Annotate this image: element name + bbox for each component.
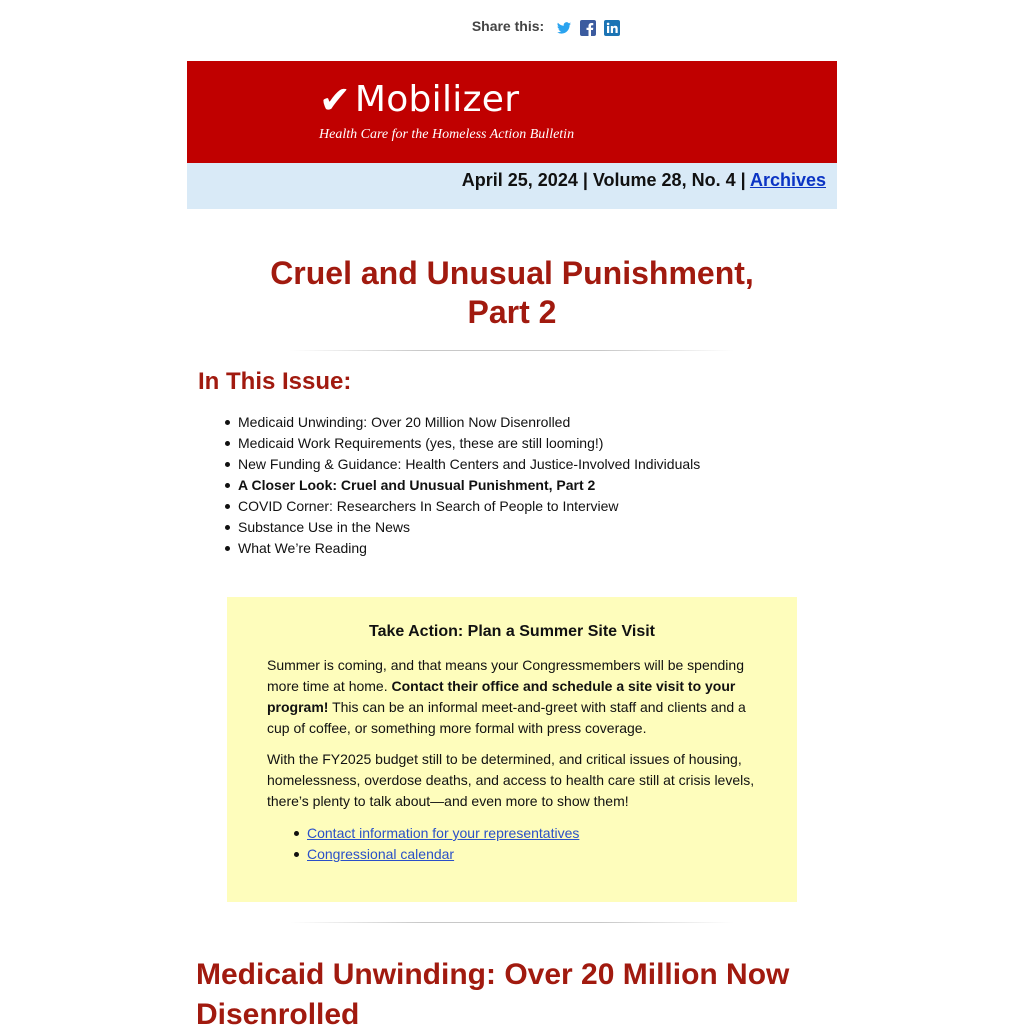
dateline-text	[462, 170, 826, 191]
logo-name: Mobilizer	[354, 79, 520, 120]
para1-text-b: This can be an informal meet-and-greet with staff and clients and a cup of coffee, or something more formal with press coverage.	[267, 699, 746, 736]
list-item	[307, 844, 579, 865]
linkedin-icon[interactable]	[604, 20, 620, 36]
para1-text-a: Summer is coming, and that means your Congressmembers will be spending more time at home.	[267, 657, 744, 694]
list-item	[307, 823, 579, 844]
issue-title	[187, 254, 837, 332]
take-action-title: Take Action: Plan a Summer Site Visit	[368, 623, 655, 640]
dateline-bar	[187, 163, 837, 209]
checkmark-icon: ✔	[319, 78, 351, 122]
issue-date-volume: April 25, 2024 | Volume 28, No. 4 |	[461, 170, 750, 190]
logo-tagline: Health Care for the Homeless Action Bulletin	[319, 127, 575, 142]
take-action-box	[227, 597, 797, 902]
take-action-links	[307, 823, 579, 865]
take-action-paragraph-1	[267, 655, 761, 739]
article-heading: Medicaid Unwinding: Over 20 Million Now Disenrolled	[196, 958, 790, 1031]
share-label: Share this:	[471, 18, 545, 34]
toc-item: COVID Corner: Researchers In Search of People to Interview	[238, 496, 700, 517]
representatives-contact-link[interactable]: Contact information for your representatives	[307, 825, 580, 841]
share-bar	[0, 18, 1024, 34]
toc-item: Medicaid Work Requirements (yes, these are still looming!)	[238, 433, 700, 454]
take-action-paragraph-2: With the FY2025 budget still to be determined, and critical issues of housing, homelessness, overdose deaths, and access to health care still at crisis levels, there’s plenty to talk about—and even more to show them!	[267, 751, 755, 809]
twitter-icon[interactable]	[556, 20, 572, 36]
issue-title-line1: Cruel and Unusual Punishment,	[270, 255, 754, 291]
facebook-icon[interactable]	[580, 20, 596, 36]
toc-item: Substance Use in the News	[238, 517, 700, 538]
toc-item: What We’re Reading	[238, 538, 700, 559]
toc-heading: In This Issue:	[198, 368, 352, 395]
divider	[290, 922, 734, 923]
toc-list	[238, 412, 700, 559]
toc-item-current: A Closer Look: Cruel and Unusual Punishment, Part 2	[238, 475, 700, 496]
masthead-banner	[187, 61, 837, 163]
para1-bold-text: Contact their office and schedule a site visit to your program!	[267, 678, 736, 715]
toc-item: Medicaid Unwinding: Over 20 Million Now Disenrolled	[238, 412, 700, 433]
archives-link[interactable]: Archives	[749, 170, 826, 190]
congressional-calendar-link[interactable]: Congressional calendar	[307, 846, 455, 862]
toc-item: New Funding & Guidance: Health Centers and Justice-Involved Individuals	[238, 454, 700, 475]
logo	[319, 78, 520, 122]
divider	[290, 350, 734, 351]
issue-title-line2: Part 2	[467, 294, 557, 330]
share-icons	[556, 20, 620, 36]
